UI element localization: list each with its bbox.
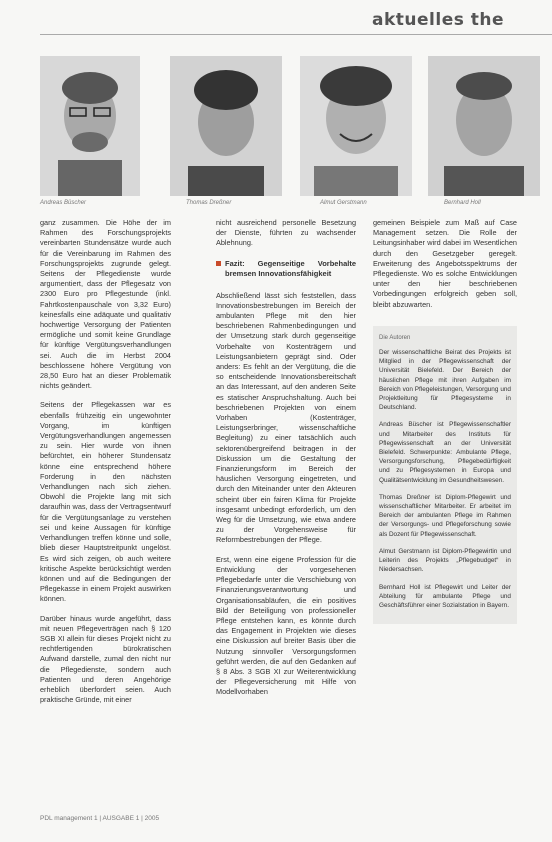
photo-caption-2: Thomas Dreßner (186, 200, 232, 206)
authors-box-title: Die Autoren (379, 334, 411, 341)
portrait-image (300, 56, 412, 196)
author-bio: Thomas Dreßner ist Diplom-Pflegewirt und wissenschaftlicher Mitarbeiter. Er arbeitet im Bereich der ambulanten Pflege im Rahmen der Versorgungs- und Pflegeforschung sowie als Dozent für Pflegewissenschaft. (379, 493, 511, 538)
author-bio: Bernhard Holl ist Pflegewirt und Leiter der Abteilung für ambulante Pflege und Geschäftsführer einer Sozialstation in Bayern. (379, 583, 511, 609)
portrait-image (40, 56, 140, 196)
author-photo-4 (428, 56, 540, 196)
photo-caption-1: Andreas Büscher (40, 200, 87, 206)
paragraph: Erst, wenn eine eigene Profession für die Entwicklung der vorgesehenen Pflegebedarfe unter die Verschiebung von Finanzierungsverantwortung und Organisationsabläufen, die ein positives Bild der Beteiligung von professioneller Pflege entstehen kann, es könnte durch das Engagement in Projekten wie dieses eine Diskussion auf breiter Basis über die Nutzung sinnvoller Versorgungsformen geführt werden, die auf den Gedanken auf § 8 Abs. 3 SGB XI zur Weiterentwicklung der Pflegeversicherung mit Hilfe von Modellvorhaben (216, 554, 356, 697)
author-photo-2 (170, 56, 282, 196)
author-bio: Almut Gerstmann ist Diplom-Pflegewirtin und Leiterin des Projekts „Pflegebudget“ in Niedersachsen. (379, 547, 511, 574)
page-footer: PDL management 1 | AUSGABE 1 | 2005 (40, 815, 160, 822)
paragraph: nicht ausreichend personelle Besetzung der Dienste, führten zu wachsender Ablehnung. (216, 218, 356, 248)
text-column-3 (373, 218, 517, 624)
text-column-2 (216, 218, 356, 707)
header-rule (40, 34, 552, 35)
paragraph: Seitens der Pflegekassen war es ebenfalls frühzeitig ein ungewohnter Vorgang, im künftigen Vergütungsverhandlungen angemessen zu sein. Hier wurde von ihnen befürchtet, ein höherer Stundensatz könne eine entsprechend höhere Forderung in den nächsten Verhandlungen nach sich ziehen. Obwohl die Projekte lang mit sich daraufhin was, dass der Vertragsentwurf für die Vergütungsanlage zu verstehen sei und keine Aussagen für künftige Verhandlungen treffen könne und solle, blieb dieser Hauptstreitpunkt ungelöst. Es wird sich zeigen, ob auch weitere kritische Aspekte berücksichtigt werden können und auf die Bedingungen der Pflegekasse in einem Projekt auswirken können. (40, 400, 171, 604)
paragraph: gemeinen Beispiele zum Maß auf Case Management setzen. Die Rolle der Leitungsinhaber wird dabei im Wesentlichen durch den Gesetzgeber geregelt. Erweiterung des Angebotsspektrums der Pflegedienste. Wo es solche Entwicklungen unter den hier beschriebenen Vorbedingungen erfolgreich geben soll, bleibt abzuwarten. (373, 218, 517, 309)
section-heading: Fazit: Gegenseitige Vorbehalte bremsen Innovationsfähigkeit (216, 259, 356, 279)
paragraph: ganz zusammen. Die Höhe der im Rahmen des Forschungsprojekts vereinbarten Stundensätze wurde auch für die Vereinbarung im Rahmen des Forschungsprojekts zugrunde gelegt. Seitens der Pflegedienste wurde argumentiert, dass der Pflegesatz von 2300 Euro pro Pflegestunde (inkl. Fahrtkostenpauschale von 3,32 Euro) keinesfalls eine adäquate und qualitativ hochwertige Versorgung der Patienten ermögliche und somit keine Grundlage für künftige Vergütungsverhandlungen sei. Auch die im Herbst 2004 beschlossene höhere Vergütung von 28,50 Euro hat an dieser Problematik nichts geändert. (40, 218, 171, 391)
photo-caption-4: Bernhard Holl (444, 200, 481, 206)
author-photo-3 (300, 56, 412, 196)
author-bio: Der wissenschaftliche Beirat des Projekts ist Mitglied in der Pflegewissenschaft der Universität Bielefeld. Der Bereich der häuslichen Pflege mit ihren Aufgaben im Bereich von Pflegeleistungen, Versorgung und Projektleitung für Pflegesysteme in Deutschland. (379, 349, 511, 412)
section-header: aktuelles the (372, 10, 505, 30)
author-photo-1 (40, 56, 140, 196)
portrait-image (170, 56, 282, 196)
portrait-image (428, 56, 540, 196)
authors-box (373, 326, 517, 624)
photo-caption-3: Almut Gerstmann (320, 200, 367, 206)
text-column-1 (40, 218, 171, 714)
paragraph: Darüber hinaus wurde angeführt, dass mit neuen Pflegeverträgen nach § 120 SGB XI allein für dieses Projekt nicht zu rechtfertigenden bürokratischen Aufwand darstelle, zumal den nicht nur die Pflegedienste, sondern auch Patienten und deren Angehörige erheblich überfordert seien. Auch praktische Gründe, mit einer (40, 613, 171, 705)
paragraph: Abschließend lässt sich feststellen, dass Innovationsbestrebungen im Bereich der ambulanten Pflege mit den hier beschriebenen Rahmenbedingungen und der Umsetzung stark durch gegenseitige Vorbehalte von Kostenträgern und Leistungsanbietern geprägt sind. Oder anders: Es fehlt an der Vergütung, die die so entscheidende Innovationsbereitschaft an das Interessant, auf den anderen Seite es statischer Anspruchshaltung. Auch bei beschriebenen Projekten von einem Vorhaben (Kostenträger, Leistungserbringer, wissenschaftliche Begleitung) zu einer tatsächlich auch sektorenübergreifend beitragen in der Diskussion um die Gestaltung der Finanzierungsform im Bereich der häuslichen Versorgung eingetreten, und durch den Miteinander unter den Akteuren scheint über ein fairen Klima für Projekte insgesamt unbedingt erforderlich, um den Weg für die Umsetzung, wie etwa andere zu der Vorgehensweise für Reformbestrebungen der Pflege. (216, 290, 356, 545)
author-bio: Andreas Büscher ist Pflegewissenschaftler und Mitarbeiter des Instituts für Pflegewissenschaft an der Universität Bielefeld. Schwerpunkte: Ambulante Pflege, Versorgungsforschung, Pflegebedürftigkeit und zu Pflegesystemen in Europa und Qualitätsentwicklung im Gesundheitswesen. (379, 421, 511, 484)
